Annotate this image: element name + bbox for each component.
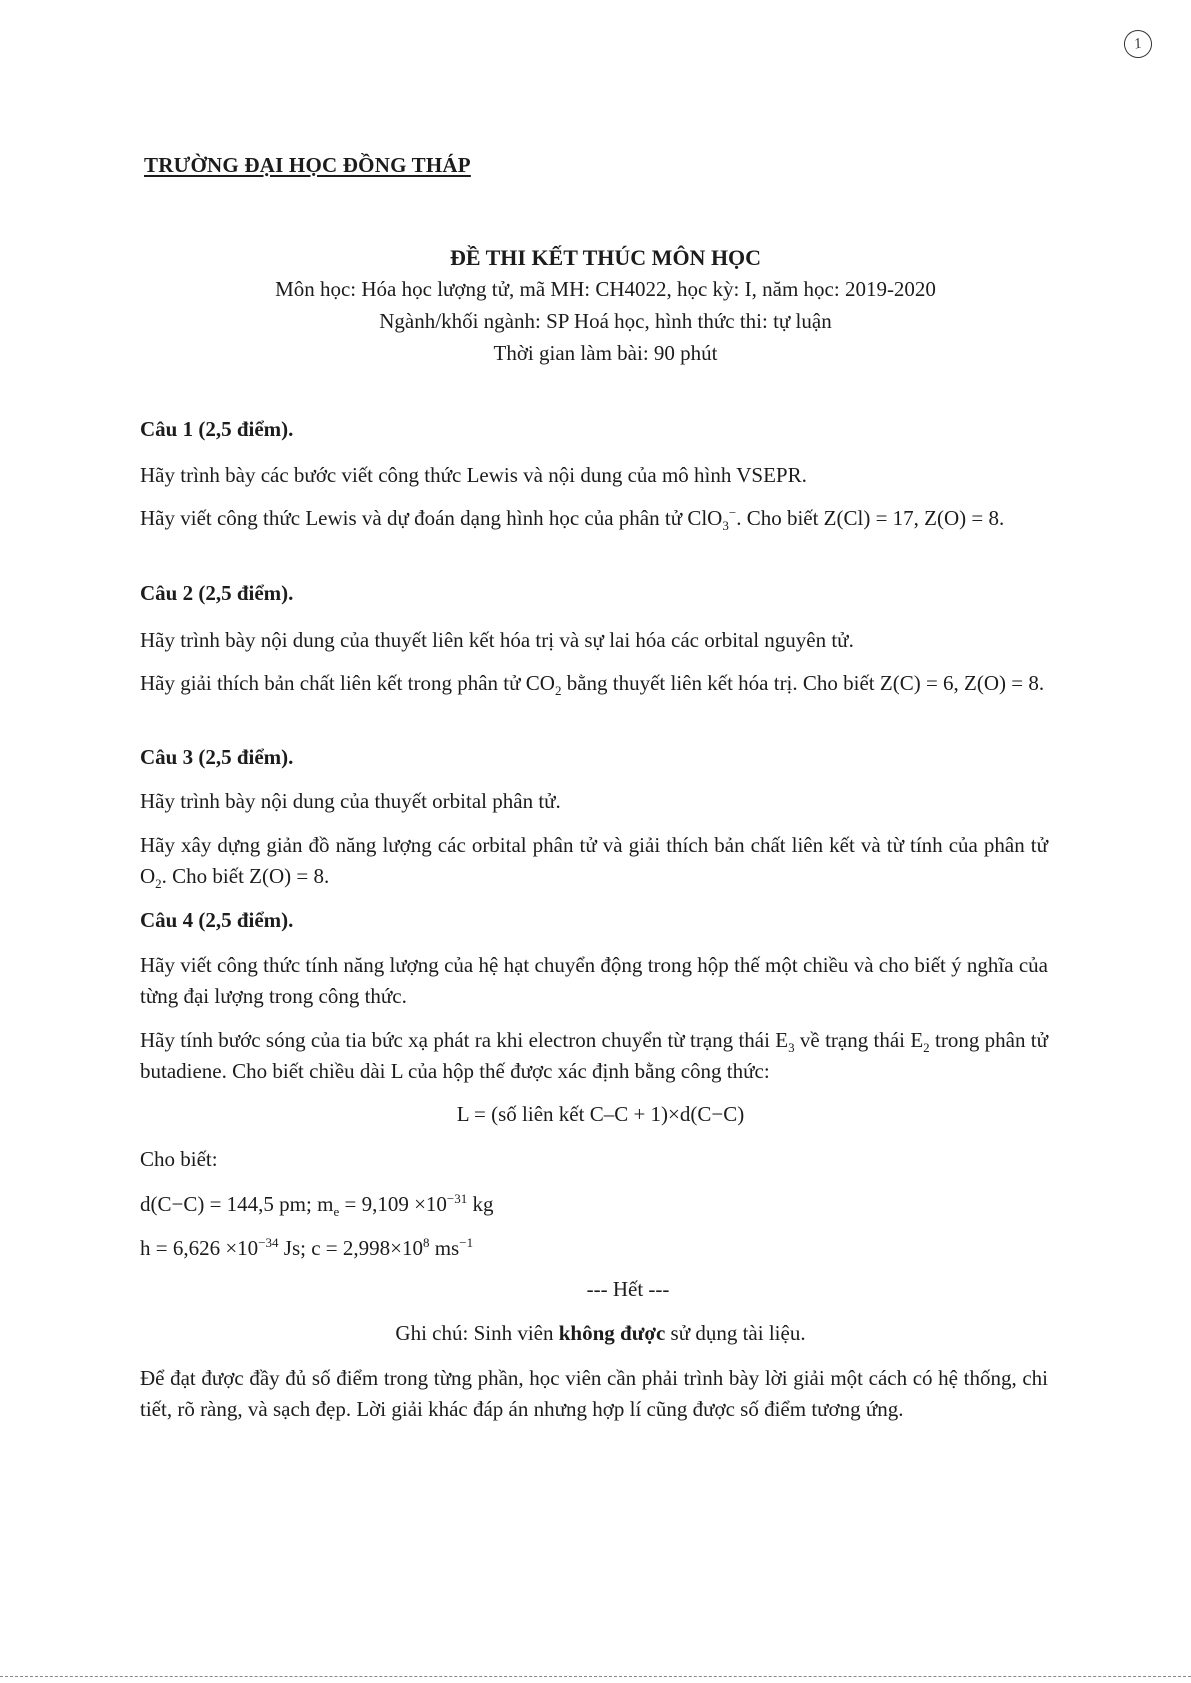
question-1-title: Câu 1 (2,5 điểm). bbox=[140, 417, 294, 441]
question-1-part-2: Hãy viết công thức Lewis và dự đoán dạng hình học của phân tử ClO$_3$−. Cho biết Z(Cl) = 17, Z(O) = 8. bbox=[140, 505, 1005, 534]
question-3-part-1: Hãy trình bày nội dung của thuyết orbital phân tử. bbox=[140, 789, 561, 813]
given-label: Cho biết: bbox=[140, 1147, 218, 1171]
given-constants-2: $h = 6,626 \times 10^{-34}$ Js; $c = 2,998\times 10^8$ $ms^{-1}$ bbox=[140, 1235, 474, 1260]
question-3-title: Câu 3 (2,5 điểm). bbox=[140, 745, 294, 769]
exam-title: ĐỀ THI KẾT THÚC MÔN HỌC bbox=[449, 245, 762, 270]
materials-note: Ghi chú: Sinh viên không được sử dụng tài liệu. bbox=[395, 1321, 806, 1345]
grading-note: Để đạt được đầy đủ số điểm trong từng phần, học viên cần phải trình bày lời giải một cách có hệ thống, chi tiết, rõ ràng, và sạch đẹp. Lời giải khác đáp án nhưng hợp lí cũng được số điểm tương ứng. bbox=[140, 1366, 1048, 1421]
scan-edge-divider bbox=[0, 1676, 1191, 1678]
major-info: Ngành/khối ngành: SP Hoá học, hình thức thi: tự luận bbox=[379, 309, 832, 333]
box-length-formula: L = (số liên kết C–C + 1)×d(C−C) bbox=[456, 1102, 745, 1126]
question-2-part-1: Hãy trình bày nội dung của thuyết liên kết hóa trị và sự lai hóa các orbital nguyên tử. bbox=[140, 628, 854, 652]
end-of-exam-mark: --- Hết --- bbox=[586, 1277, 670, 1301]
course-info: Môn học: Hóa học lượng tử, mã MH: CH4022, học kỳ: I, năm học: 2019-2020 bbox=[275, 277, 936, 301]
question-3-part-2: Hãy xây dựng giản đồ năng lượng các orbital phân tử và giải thích bản chất liên kết và từ tính của phân tử $O_2$. Cho biết Z(O) = 8. bbox=[140, 833, 1048, 892]
question-2-part-2: Hãy giải thích bản chất liên kết trong phân tử $CO_2$ bằng thuyết liên kết hóa trị. Cho biết Z(C) = 6, Z(O) = 8. bbox=[140, 671, 1045, 699]
question-4-part-2: Hãy tính bước sóng của tia bức xạ phát ra khi electron chuyển từ trạng thái $E_3$ về trạng thái $E_2$ trong phân tử butadiene. Cho biết chiều dài L của hộp thế được xác định bằng công thức: bbox=[140, 1028, 1048, 1083]
page-number-mark: 1 bbox=[1121, 27, 1154, 60]
school-name: TRƯỜNG ĐẠI HỌC ĐỒNG THÁP bbox=[144, 153, 471, 177]
question-2-title: Câu 2 (2,5 điểm). bbox=[140, 581, 294, 605]
exam-duration: Thời gian làm bài: 90 phút bbox=[493, 341, 718, 365]
question-4-title: Câu 4 (2,5 điểm). bbox=[140, 908, 294, 932]
question-1-part-1: Hãy trình bày các bước viết công thức Lewis và nội dung của mô hình VSEPR. bbox=[140, 463, 807, 487]
question-4-part-1: Hãy viết công thức tính năng lượng của hệ hạt chuyển động trong hộp thế một chiều và cho biết ý nghĩa của từng đại lượng trong công thức. bbox=[140, 953, 1048, 1008]
given-constants-1: d(C−C) = 144,5 pm; $m_e = 9,109 \times 10^{-31}$ kg bbox=[140, 1191, 494, 1220]
